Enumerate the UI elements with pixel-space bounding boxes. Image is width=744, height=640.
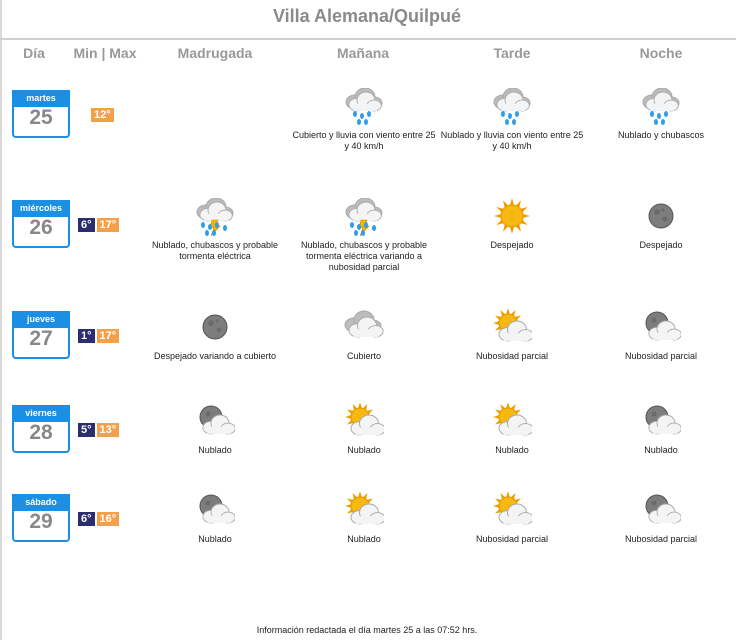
day-name: viernes bbox=[12, 405, 70, 422]
forecast-label: Nublado, chubascos y probable tormenta eléctrica variando a nubosidad parcial bbox=[300, 240, 428, 272]
header-tarde: Tarde bbox=[493, 45, 531, 61]
day-card bbox=[12, 494, 70, 542]
forecast-label: Cubierto bbox=[346, 351, 382, 361]
forecast-cell-madrugada bbox=[141, 403, 289, 456]
day-number: 28 bbox=[29, 421, 53, 444]
rain-cloud-icon bbox=[344, 88, 384, 124]
day-number: 25 bbox=[29, 106, 53, 129]
moon-icon bbox=[195, 309, 235, 345]
temp-min: 5° bbox=[78, 423, 95, 437]
cloud-icon bbox=[344, 309, 384, 345]
temperature-range bbox=[78, 512, 119, 526]
temp-max: 17° bbox=[97, 218, 120, 232]
forecast-label: Nubosidad parcial bbox=[475, 534, 549, 544]
temperature-range bbox=[91, 108, 114, 122]
forecast-label: Nublado bbox=[347, 534, 381, 544]
temp-max: 16° bbox=[97, 512, 120, 526]
moon-cloud-icon bbox=[641, 309, 681, 345]
forecast-cell-manana bbox=[290, 309, 438, 362]
temp-min: 6° bbox=[78, 512, 95, 526]
header-noche: Noche bbox=[639, 45, 683, 61]
day-name: jueves bbox=[12, 311, 70, 328]
day-name: sábado bbox=[12, 494, 70, 511]
sun-cloud-icon bbox=[344, 403, 384, 439]
forecast-label: Nubosidad parcial bbox=[475, 351, 549, 361]
rain-cloud-icon bbox=[492, 88, 532, 124]
forecast-cell-madrugada bbox=[141, 198, 289, 262]
forecast-label: Nubosidad parcial bbox=[624, 351, 698, 361]
forecast-cell-tarde bbox=[438, 403, 586, 456]
forecast-label: Nublado bbox=[644, 445, 678, 455]
forecast-label: Cubierto y lluvia con viento entre 25 y 40 km/h bbox=[292, 130, 436, 151]
page-title: Villa Alemana/Quilpué bbox=[272, 6, 462, 26]
temp-max: 17° bbox=[97, 329, 120, 343]
rain-cloud-icon bbox=[641, 88, 681, 124]
footer-note: Información redactada el día martes 25 a las 07:52 hrs. bbox=[256, 625, 478, 635]
day-name: martes bbox=[12, 90, 70, 107]
sun-icon bbox=[492, 198, 532, 234]
day-number: 29 bbox=[29, 510, 53, 533]
day-name: miércoles bbox=[12, 200, 70, 217]
day-card bbox=[12, 90, 70, 138]
forecast-label: Nublado bbox=[198, 445, 232, 455]
forecast-cell-noche bbox=[587, 88, 735, 141]
temperature-range bbox=[78, 218, 119, 232]
day-card bbox=[12, 405, 70, 453]
day-number: 27 bbox=[29, 327, 53, 350]
forecast-label: Despejado variando a cubierto bbox=[153, 351, 277, 361]
header-manana: Mañana bbox=[336, 45, 390, 61]
forecast-label: Nublado bbox=[198, 534, 232, 544]
forecast-cell-manana bbox=[290, 492, 438, 545]
temp-min: 6° bbox=[78, 218, 95, 232]
sun-cloud-icon bbox=[344, 492, 384, 528]
forecast-cell-manana bbox=[290, 88, 438, 152]
header-dia: Día bbox=[23, 45, 45, 61]
forecast-cell-noche bbox=[587, 309, 735, 362]
forecast-label: Nublado bbox=[495, 445, 529, 455]
forecast-cell-tarde bbox=[438, 492, 586, 545]
forecast-cell-manana bbox=[290, 198, 438, 273]
forecast-cell-madrugada bbox=[141, 309, 289, 362]
temp-max: 13° bbox=[97, 423, 120, 437]
title-divider bbox=[0, 38, 736, 40]
forecast-cell-manana bbox=[290, 403, 438, 456]
moon-cloud-icon bbox=[641, 492, 681, 528]
forecast-cell-tarde bbox=[438, 309, 586, 362]
sun-cloud-icon bbox=[492, 309, 532, 345]
temperature-range bbox=[78, 423, 119, 437]
forecast-label: Nublado, chubascos y probable tormenta eléctrica bbox=[151, 240, 279, 261]
forecast-cell-madrugada bbox=[141, 492, 289, 545]
sun-cloud-icon bbox=[492, 403, 532, 439]
moon-cloud-icon bbox=[641, 403, 681, 439]
frame-border bbox=[0, 0, 2, 640]
header-madrugada: Madrugada bbox=[177, 45, 253, 61]
forecast-cell-tarde bbox=[438, 198, 586, 251]
forecast-cell-tarde bbox=[438, 88, 586, 152]
forecast-label: Despejado bbox=[639, 240, 683, 250]
header-minmax: Min | Max bbox=[73, 45, 137, 61]
forecast-label: Nublado bbox=[347, 445, 381, 455]
forecast-label: Nubosidad parcial bbox=[624, 534, 698, 544]
forecast-label: Despejado bbox=[490, 240, 534, 250]
storm-cloud-icon bbox=[344, 198, 384, 234]
forecast-label: Nublado y lluvia con viento entre 25 y 40 km/h bbox=[440, 130, 584, 151]
temperature-range bbox=[78, 329, 119, 343]
day-number: 26 bbox=[29, 216, 53, 239]
forecast-label: Nublado y chubascos bbox=[617, 130, 705, 140]
moon-cloud-icon bbox=[195, 403, 235, 439]
day-card bbox=[12, 200, 70, 248]
day-card bbox=[12, 311, 70, 359]
moon-icon bbox=[641, 198, 681, 234]
forecast-cell-noche bbox=[587, 198, 735, 251]
forecast-cell-noche bbox=[587, 492, 735, 545]
forecast-cell-noche bbox=[587, 403, 735, 456]
temp-min: 1° bbox=[78, 329, 95, 343]
storm-cloud-icon bbox=[195, 198, 235, 234]
moon-cloud-icon bbox=[195, 492, 235, 528]
sun-cloud-icon bbox=[492, 492, 532, 528]
temp-max: 12° bbox=[91, 108, 114, 122]
